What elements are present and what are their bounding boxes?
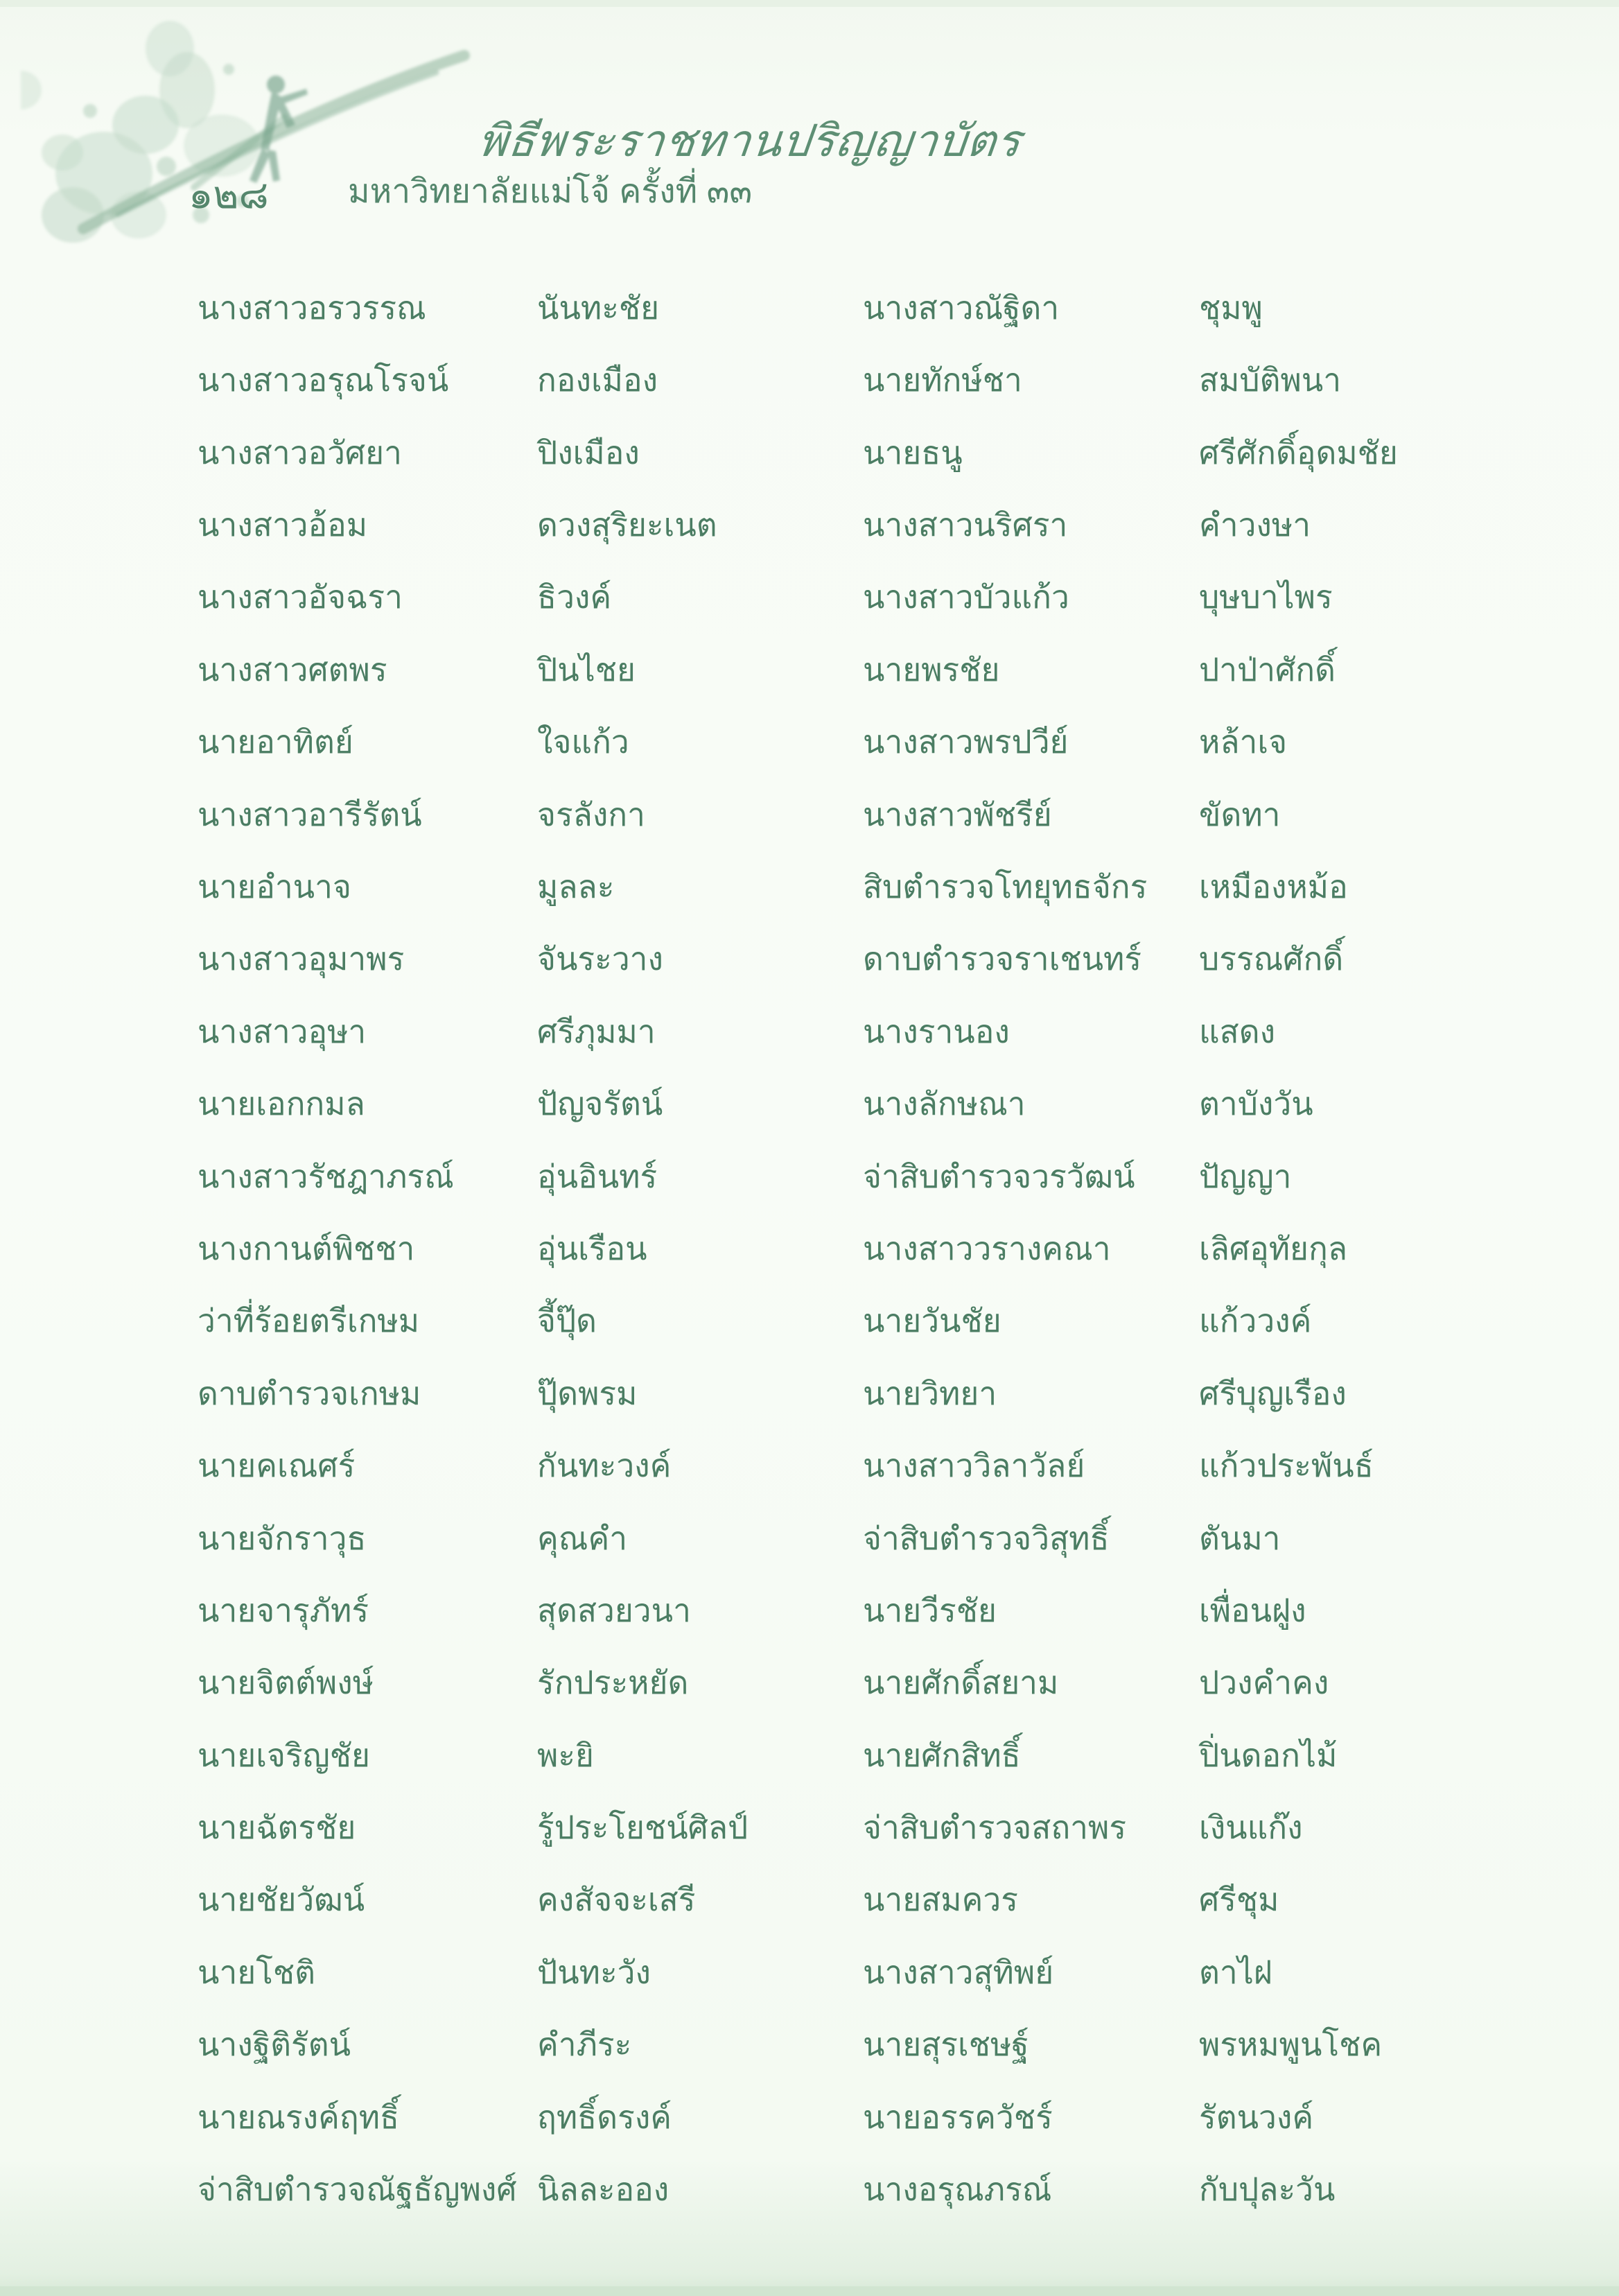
graduate-title-firstname: นางกานต์พิชชา xyxy=(198,1230,415,1267)
graduate-title-firstname: นายวิทยา xyxy=(863,1375,997,1411)
graduate-surname: สมบัติพนา xyxy=(1199,362,1342,399)
page-subtitle: มหาวิทยาลัยแม่โจ้ ครั้งที่ ๓๓ xyxy=(348,173,753,210)
graduate-title-firstname: นายพรชัย xyxy=(863,651,1000,688)
graduate-title-firstname: นางสาวอุมาพร xyxy=(198,941,405,977)
graduate-surname: ปิ่นดอกไม้ xyxy=(1199,1737,1338,1773)
graduate-title-firstname: นายจิตต์พงษ์ xyxy=(198,1664,374,1701)
graduate-title-firstname: นางฐิติรัตน์ xyxy=(198,2026,351,2063)
name-row xyxy=(0,562,1619,634)
graduate-title-firstname: นายศักดิ์สยาม xyxy=(863,1664,1059,1701)
graduate-surname: เงินแก๊ง xyxy=(1199,1809,1303,1846)
graduate-title-firstname: นายสุรเชษฐ์ xyxy=(863,2026,1029,2063)
graduate-surname: นันทะชัย xyxy=(537,289,660,326)
graduate-surname: ใจแก้ว xyxy=(537,724,629,760)
graduate-title-firstname: นายฉัตรชัย xyxy=(198,1809,356,1846)
graduate-surname: ขัดทา xyxy=(1199,796,1281,833)
graduate-surname: แก้วประพันธ์ xyxy=(1199,1447,1374,1484)
graduate-surname: พะยิ xyxy=(537,1737,594,1773)
graduate-surname: เพื่อนฝูง xyxy=(1199,1592,1306,1628)
graduate-title-firstname: นายณรงค์ฤทธิ์ xyxy=(198,2098,400,2135)
graduate-title-firstname: นายธนู xyxy=(863,434,963,471)
name-row xyxy=(0,1936,1619,2008)
graduate-surname: ศรีศักดิ์อุดมชัย xyxy=(1199,434,1398,471)
name-row xyxy=(0,2153,1619,2225)
graduate-title-firstname: จ่าสิบตำรวจวรวัฒน์ xyxy=(863,1158,1135,1194)
graduate-surname: บุษบาไพร xyxy=(1199,579,1333,616)
graduate-title-firstname: นางสาวศตพร xyxy=(198,651,387,688)
page-title: พิธีพระราชทานปริญญาบัตร xyxy=(475,116,1024,167)
graduate-surname: คุณคำ xyxy=(537,1520,628,1556)
graduate-surname: รู้ประโยชน์ศิลป์ xyxy=(537,1809,749,1846)
graduate-title-firstname: นายเจริญชัย xyxy=(198,1737,370,1773)
graduate-title-firstname: นางสาวอรุณโรจน์ xyxy=(198,362,449,399)
graduate-surname: จรลังกา xyxy=(537,796,645,833)
graduate-surname: ชุมพู xyxy=(1199,289,1263,326)
graduate-title-firstname: นางสาวอวัศยา xyxy=(198,434,402,471)
graduate-surname: นิลละออง xyxy=(537,2171,670,2208)
graduate-title-firstname: นางสาวอ้อม xyxy=(198,507,368,543)
graduate-surname: หล้าเจ xyxy=(1199,724,1288,760)
graduate-surname: สุดสวยวนา xyxy=(537,1592,691,1628)
name-row xyxy=(0,851,1619,923)
graduate-surname: ศรีชุม xyxy=(1199,1881,1279,1918)
graduate-surname: ปินไชย xyxy=(537,651,636,688)
name-row xyxy=(0,1719,1619,1791)
graduate-surname: จี้ปุ๊ด xyxy=(537,1303,597,1339)
graduate-surname: อุ่นเรือน xyxy=(537,1230,647,1267)
graduate-title-firstname: สิบตำรวจโทยุทธจักร xyxy=(863,869,1148,905)
graduate-title-firstname: นายคเณศร์ xyxy=(198,1447,356,1484)
name-row xyxy=(0,1502,1619,1574)
graduate-title-firstname: นางสาวรัชฎาภรณ์ xyxy=(198,1158,454,1194)
graduate-title-firstname: นายศักสิทธิ์ xyxy=(863,1737,1021,1773)
name-row xyxy=(0,1140,1619,1212)
graduate-title-firstname: นายสมควร xyxy=(863,1881,1018,1918)
graduate-surname: ตันมา xyxy=(1199,1520,1281,1556)
graduate-surname: แก้ววงค์ xyxy=(1199,1303,1312,1339)
name-row xyxy=(0,1357,1619,1429)
graduate-surname: พรหมพูนโชค xyxy=(1199,2026,1383,2063)
name-row xyxy=(0,1429,1619,1502)
graduate-title-firstname: นางสาวสุทิพย์ xyxy=(863,1954,1054,1990)
name-row xyxy=(0,995,1619,1068)
graduate-surname: รักประหยัด xyxy=(537,1664,689,1701)
graduate-title-firstname: นายวันชัย xyxy=(863,1303,1001,1339)
name-row xyxy=(0,1574,1619,1646)
scan-edge-bottom xyxy=(0,2286,1619,2296)
graduate-surname: ดวงสุริยะเนต xyxy=(537,507,717,543)
graduate-title-firstname: นางสาวอุษา xyxy=(198,1013,367,1050)
graduate-surname: อุ่นอินทร์ xyxy=(537,1158,658,1194)
graduate-title-firstname: นางสาวอัจฉรา xyxy=(198,579,403,616)
graduate-surname: ตาบังวัน xyxy=(1199,1086,1313,1122)
graduate-title-firstname: นายจารุภัทร์ xyxy=(198,1592,369,1628)
name-row xyxy=(0,923,1619,995)
graduate-surname: ปิงเมือง xyxy=(537,434,640,471)
graduate-surname: คำภีระ xyxy=(537,2026,632,2063)
graduate-title-firstname: ดาบตำรวจเกษม xyxy=(198,1375,421,1411)
graduate-title-firstname: นางรานอง xyxy=(863,1013,1010,1050)
name-row xyxy=(0,417,1619,489)
graduate-title-firstname: นางสาวบัวแก้ว xyxy=(863,579,1069,616)
graduate-surname: คำวงษา xyxy=(1199,507,1311,543)
graduate-title-firstname: นายอาทิตย์ xyxy=(198,724,353,760)
graduate-surname: ศรีภุมมา xyxy=(537,1013,656,1050)
graduate-title-firstname: นางลักษณา xyxy=(863,1086,1026,1122)
graduate-surname: บรรณศักดิ์ xyxy=(1199,941,1344,977)
graduate-surname: คงสัจจะเสรี xyxy=(537,1881,696,1918)
graduate-surname: รัตนวงค์ xyxy=(1199,2098,1314,2135)
graduate-title-firstname: นายทักษ์ชา xyxy=(863,362,1022,399)
graduate-surname: ปุ๊ดพรม xyxy=(537,1375,638,1411)
graduate-surname: ศรีบุญเรือง xyxy=(1199,1375,1347,1411)
graduate-surname: แสดง xyxy=(1199,1013,1276,1050)
name-row xyxy=(0,779,1619,851)
name-row xyxy=(0,634,1619,706)
graduate-surname: ฤทธิ์ดรงค์ xyxy=(537,2098,672,2135)
name-row xyxy=(0,706,1619,778)
graduate-title-firstname: นายโชติ xyxy=(198,1954,316,1990)
name-row xyxy=(0,1646,1619,1719)
graduate-surname: ปันทะวัง xyxy=(537,1954,651,1990)
graduate-surname: จันระวาง xyxy=(537,941,663,977)
name-row xyxy=(0,1212,1619,1285)
graduate-title-firstname: จ่าสิบตำรวจสถาพร xyxy=(863,1809,1127,1846)
name-row xyxy=(0,489,1619,561)
name-row xyxy=(0,1285,1619,1357)
graduate-surname: ปาป่าศักดิ์ xyxy=(1199,651,1336,688)
scan-edge-top xyxy=(0,0,1619,7)
graduate-title-firstname: นางสาวพรปวีย์ xyxy=(863,724,1069,760)
graduate-surname: ปัญจรัตน์ xyxy=(537,1086,663,1122)
graduate-surname: เหมืองหม้อ xyxy=(1199,869,1348,905)
graduate-title-firstname: นายอำนาจ xyxy=(198,869,351,905)
graduate-title-firstname: นางสาวพัชรีย์ xyxy=(863,796,1052,833)
name-row xyxy=(0,2081,1619,2153)
graduate-surname: ปัญญา xyxy=(1199,1158,1292,1194)
graduate-surname: ปวงคำคง xyxy=(1199,1664,1329,1701)
graduate-title-firstname: จ่าสิบตำรวจณัฐธัญพงศ์ xyxy=(198,2171,517,2208)
graduate-title-firstname: ดาบตำรวจราเชนทร์ xyxy=(863,941,1142,977)
graduate-title-firstname: นางสาวอรวรรณ xyxy=(198,289,426,326)
graduate-surname: เลิศอุทัยกุล xyxy=(1199,1230,1348,1267)
name-row xyxy=(0,2008,1619,2080)
graduate-name-list xyxy=(0,272,1619,2226)
graduate-title-firstname: นางสาวณัฐิดา xyxy=(863,289,1060,326)
graduate-surname: กับปุละวัน xyxy=(1199,2171,1336,2208)
page-number: ๑๒๘ xyxy=(189,173,269,216)
graduate-title-firstname: นางสาววรางคณา xyxy=(863,1230,1111,1267)
graduate-title-firstname: นายจักราวุธ xyxy=(198,1520,367,1556)
graduate-surname: มูลละ xyxy=(537,869,615,905)
graduate-surname: กันทะวงค์ xyxy=(537,1447,672,1484)
graduate-title-firstname: นายอรรควัชร์ xyxy=(863,2098,1053,2135)
graduate-title-firstname: นายชัยวัฒน์ xyxy=(198,1881,365,1918)
graduate-title-firstname: นางสาวนริศรา xyxy=(863,507,1068,543)
graduate-title-firstname: นางสาววิลาวัลย์ xyxy=(863,1447,1085,1484)
name-row xyxy=(0,1864,1619,1936)
graduate-surname: กองเมือง xyxy=(537,362,658,399)
graduate-title-firstname: ว่าที่ร้อยตรีเกษม xyxy=(198,1303,420,1339)
name-row xyxy=(0,344,1619,416)
graduate-title-firstname: นางอรุณภรณ์ xyxy=(863,2171,1052,2208)
graduate-title-firstname: จ่าสิบตำรวจวิสุทธิ์ xyxy=(863,1520,1110,1556)
name-row xyxy=(0,1068,1619,1140)
graduate-title-firstname: นายวีรชัย xyxy=(863,1592,997,1628)
name-row xyxy=(0,272,1619,344)
graduate-title-firstname: นายเอกกมล xyxy=(198,1086,365,1122)
graduate-surname: ธิวงค์ xyxy=(537,579,612,616)
name-row xyxy=(0,1791,1619,1863)
graduate-title-firstname: นางสาวอารีรัตน์ xyxy=(198,796,422,833)
graduate-surname: ตาไฝ xyxy=(1199,1954,1272,1990)
